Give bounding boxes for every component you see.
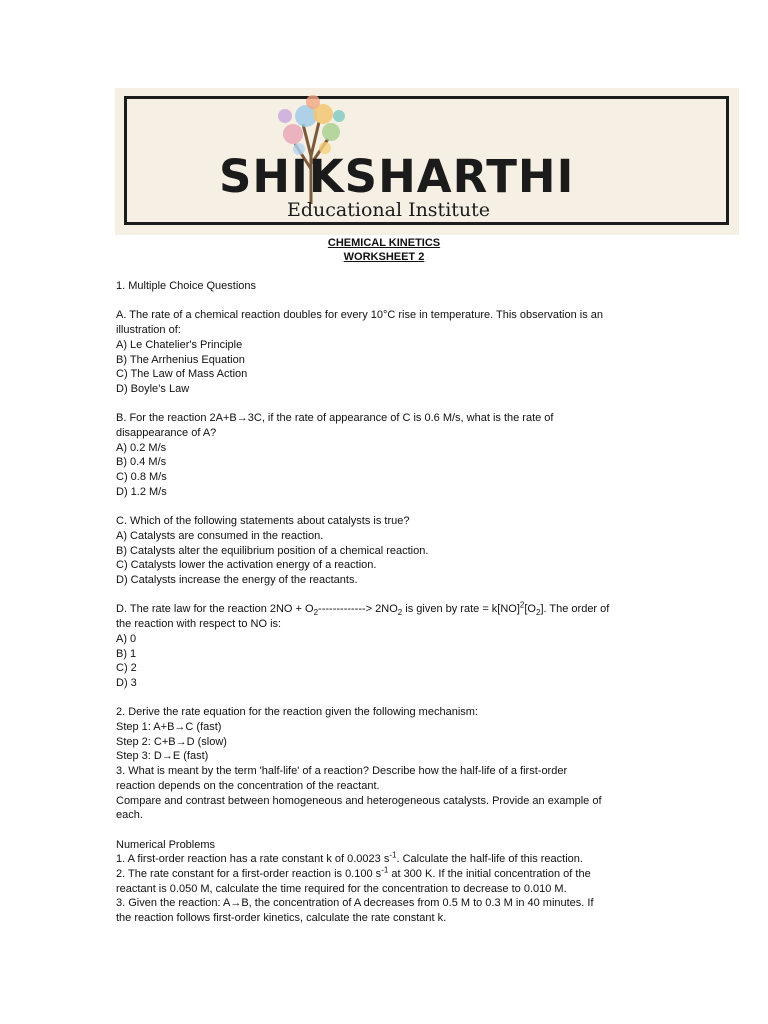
mechanism-step: Step 3: D→E (fast): [116, 750, 209, 763]
problem-text: 1. A first-order reaction has a rate constant k of 0.0023 $s^{-1}$. Calculate the half-life of this reaction.: [116, 850, 583, 866]
problem-text: 3. Given the reaction: A→B, the concentration of A decreases from 0.5 M to 0.3 M in 40 minutes. If: [116, 897, 594, 910]
question-text: Compare and contrast between homogeneous and heterogeneous catalysts. Provide an example of: [116, 794, 602, 807]
answer-option: C) 2: [116, 662, 137, 675]
section-heading: Numerical Problems: [116, 838, 216, 851]
answer-option: B) The Arrhenius Equation: [116, 353, 245, 366]
answer-option: D) Boyle’s Law: [116, 382, 190, 395]
answer-option: C) The Law of Mass Action: [116, 368, 248, 381]
question-text: illustration of:: [116, 324, 181, 337]
problem-text: reactant is 0.050 M, calculate the time required for the concentration to decrease to 0.010 M.: [116, 882, 567, 895]
question-text: 2. Derive the rate equation for the reaction given the following mechanism:: [116, 706, 478, 719]
question-text: reaction depends on the concentration of the reactant.: [116, 779, 380, 792]
question-text: D. The rate law for the reaction $2NO + O_2-------------> 2NO_2$ is given by rate = $k[NO]^2[O_2]$. The order of: [116, 600, 610, 618]
answer-option: C) 0.8 M/s: [116, 471, 167, 484]
answer-option: B) 0.4 M/s: [116, 456, 167, 469]
mechanism-step: Step 1: A+B→C (fast): [116, 721, 222, 734]
brand-name: SHIKSHARTHI: [219, 150, 575, 203]
mechanism-step: Step 2: C+B→D (slow): [116, 735, 227, 748]
problem-text: the reaction follows first-order kinetics, calculate the rate constant k.: [116, 912, 447, 925]
section-heading: 1. Multiple Choice Questions: [116, 280, 257, 292]
worksheet-title: CHEMICAL KINETICS: [327, 237, 441, 249]
answer-option: A) Le Chatelier's Principle: [116, 338, 243, 351]
answer-option: A) 0: [116, 632, 137, 645]
answer-option: B) 1: [116, 647, 137, 660]
question-text: A. The rate of a chemical reaction doubles for every 10°C rise in temperature. This observation is an: [116, 309, 604, 322]
answer-option: D) Catalysts increase the energy of the reactants.: [116, 574, 358, 587]
question-text: each.: [116, 809, 143, 822]
answer-option: A) 0.2 M/s: [116, 441, 167, 454]
problem-text: 2. The rate constant for a first-order reaction is 0.100 $s^{-1}$ at 300 K. If the initial concentration of the: [116, 865, 591, 881]
answer-option: B) Catalysts alter the equilibrium position of a chemical reaction.: [116, 544, 429, 557]
question-text: the reaction with respect to NO is:: [116, 618, 282, 631]
answer-option: A) Catalysts are consumed in the reaction.: [116, 529, 324, 542]
answer-option: D) 1.2 M/s: [116, 485, 167, 498]
institute-banner: [115, 88, 739, 235]
worksheet-body: [116, 279, 646, 926]
worksheet-subtitle: WORKSHEET 2: [343, 251, 425, 263]
question-text: 3. What is meant by the term 'half-life' of a reaction? Describe how the half-life of a first-order: [116, 765, 568, 778]
question-text: disappearance of A?: [116, 427, 217, 439]
question-text: B. For the reaction 2A+B→3C, if the rate of appearance of C is 0.6 M/s, what is the rate of: [116, 412, 554, 425]
brand-tagline: Educational Institute: [287, 199, 491, 221]
answer-option: D) 3: [116, 676, 137, 689]
question-text: C. Which of the following statements about catalysts is true?: [116, 515, 410, 528]
answer-option: C) Catalysts lower the activation energy of a reaction.: [116, 559, 377, 572]
